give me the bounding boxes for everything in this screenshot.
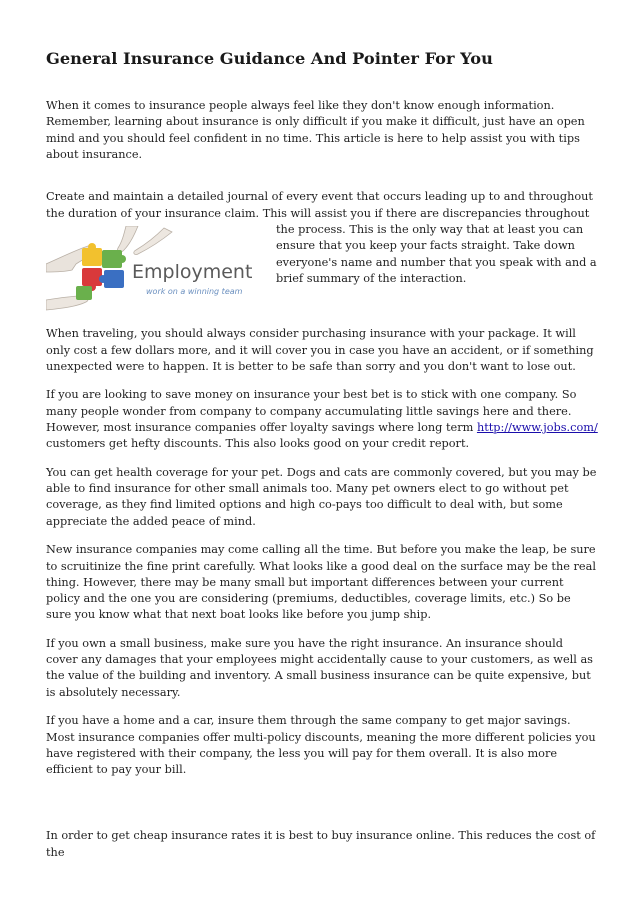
employment-image	[46, 226, 268, 324]
paragraph-traveling: When traveling, you should always consider purchasing insurance with your package. It will only cost a few dollars more, and it will cover you in case you have an accident, or if something unexpected were to happen. It is better to be safe than sorry and you don't want to lose out.	[46, 327, 594, 373]
paragraph-loyalty-text-end: customers get hefty discounts. This also looks good on your credit report.	[46, 437, 470, 451]
employment-logo-graphic	[46, 226, 268, 324]
paragraph-loyalty	[46, 387, 598, 452]
puzzle-hands-icon	[76, 243, 126, 300]
svg-text:Employment: Employment	[132, 261, 253, 284]
page-title: General Insurance Guidance And Pointer For You	[46, 49, 493, 68]
paragraph-home-car: If you have a home and a car, insure them through the same company to get major savings. Most insurance companies offer multi-policy discounts, meaning the more different policies you have registered with their company, the less you will pay for them overall. It is also more efficient to pay your bill.	[46, 714, 596, 777]
paragraph-pet: You can get health coverage for your pet. Dogs and cats are commonly covered, but you may be able to find insurance for other small animals too. Many pet owners elect to go without pet coverage, as they find limited options and high co-pays too difficult to deal with, but some appreciate the added peace of mind.	[46, 465, 597, 528]
article-body	[46, 98, 598, 873]
paragraph-small-business: If you own a small business, make sure you have the right insurance. An insurance should cover any damages that your employees might accidentally cause to your customers, as well as the value of the building and inventory. A small business insurance can be quite expensive, but is absolutely necessary.	[46, 636, 593, 699]
paragraph-journal: Create and maintain a detailed journal of every event that occurs leading up to and throughout the duration of your insurance claim. This will assist you if there are discrepancies throughout the process. This is the only way that at least you can ensure that you keep your facts straight. Take down everyone's name and number that you speak with and a brief summary of the interaction.	[46, 190, 597, 285]
paragraph-online: In order to get cheap insurance rates it is best to buy insurance online. This reduces the cost of the	[46, 829, 596, 859]
paragraph-loyalty-text: If you are looking to save money on insurance your best bet is to stick with one company. So many people wonder from company to company accumulating little savings here and there. However, most insurance companies offer loyalty savings where long term	[46, 388, 577, 435]
paragraph-intro: When it comes to insurance people always feel like they don't know enough information. Remember, learning about insurance is only difficult if you make it difficult, just have an open mind and you should feel confident in no time. This article is here to help assist you with tips about insurance.	[46, 99, 585, 161]
paragraph-new-companies: New insurance companies may come calling all the time. But before you make the leap, be sure to scruitinize the fine print carefully. What looks like a good deal on the surface may be the real thing. However, there may be many small but important differences between your current policy and the one you are considering (premiums, deductibles, coverage limits, etc.) So be sure you know what that next boat looks like before you jump ship.	[46, 543, 596, 622]
svg-text:work on a winning team: work on a winning team	[146, 287, 243, 297]
jobs-link[interactable]: http://www.jobs.com/	[476, 421, 598, 435]
